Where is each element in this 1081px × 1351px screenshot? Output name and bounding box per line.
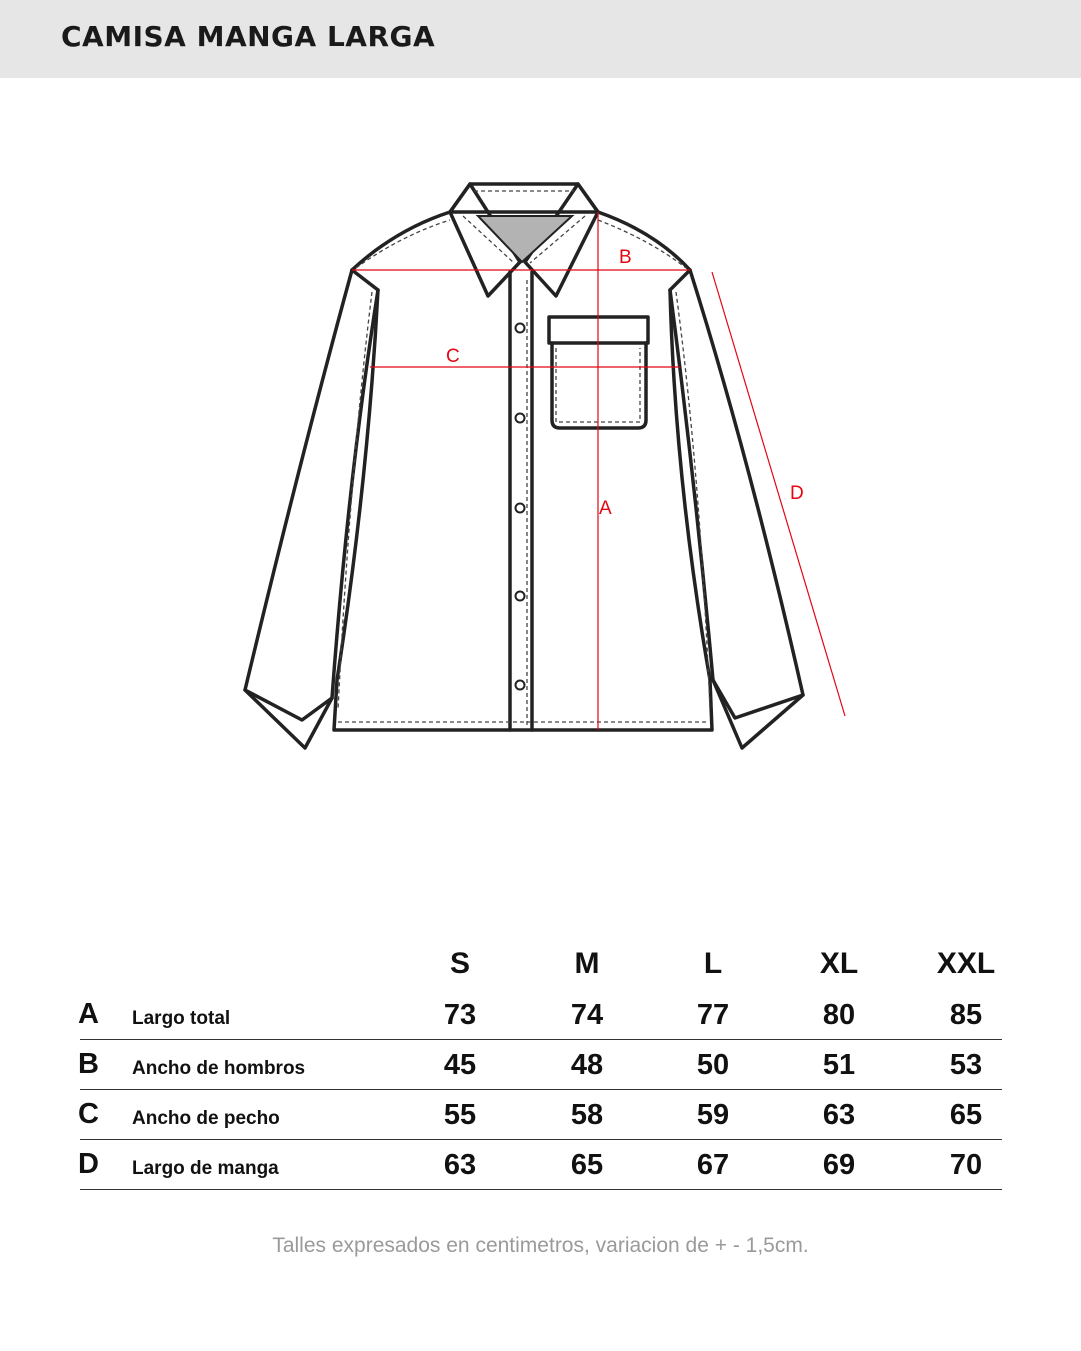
row-letter: B [78,1048,99,1080]
row-value: 59 [696,1099,730,1131]
row-value: 69 [822,1149,856,1181]
row-name: Ancho de pecho [132,1108,280,1129]
button-markers [516,324,525,690]
row-value: 70 [949,1149,983,1181]
row-value: 65 [949,1099,983,1131]
size-header-row [80,940,1002,990]
table-row [80,1040,1002,1090]
row-value: 65 [570,1149,604,1181]
left-sleeve-outline [245,270,378,748]
size-m-header: M [574,947,600,980]
row-letter: D [78,1148,99,1180]
size-xxl-header: XXL [936,947,996,980]
row-value: 73 [443,999,477,1031]
row-name: Largo total [132,1008,231,1029]
row-value: 51 [822,1049,856,1081]
row-value: 63 [822,1099,856,1131]
row-value: 77 [696,999,730,1031]
size-table [80,940,1002,1190]
footnote: Talles expresados en centimetros, variacion de + - 1,5cm. [272,1234,809,1257]
placket-outline [510,272,532,730]
size-s-header: S [449,947,470,980]
row-value: 80 [822,999,856,1031]
left-shoulder-outline [352,212,450,270]
table-row [80,1140,1002,1190]
pocket-body [552,343,646,428]
measure-label-a: A [599,498,612,519]
row-name: Ancho de hombros [132,1058,306,1079]
measure-label-b: B [619,247,632,268]
row-value: 85 [949,999,983,1031]
row-value: 50 [696,1049,730,1081]
row-value: 67 [696,1149,730,1181]
row-letter: C [78,1098,99,1130]
row-value: 74 [570,999,604,1031]
measure-label-d: D [790,483,804,504]
size-xl-header: XL [819,947,859,980]
row-value: 48 [570,1049,604,1081]
row-letter: A [78,998,99,1030]
row-value: 53 [949,1049,983,1081]
row-name: Largo de manga [132,1158,279,1179]
row-value: 45 [443,1049,477,1081]
measure-label-c: C [446,346,460,367]
page-title: CAMISA MANGA LARGA [61,20,436,53]
size-l-header: L [703,947,723,980]
measure-line-d [712,272,845,716]
table-row [80,1090,1002,1140]
row-value: 58 [570,1099,604,1131]
table-row [80,990,1002,1040]
row-value: 63 [443,1149,477,1181]
row-value: 55 [443,1099,477,1131]
